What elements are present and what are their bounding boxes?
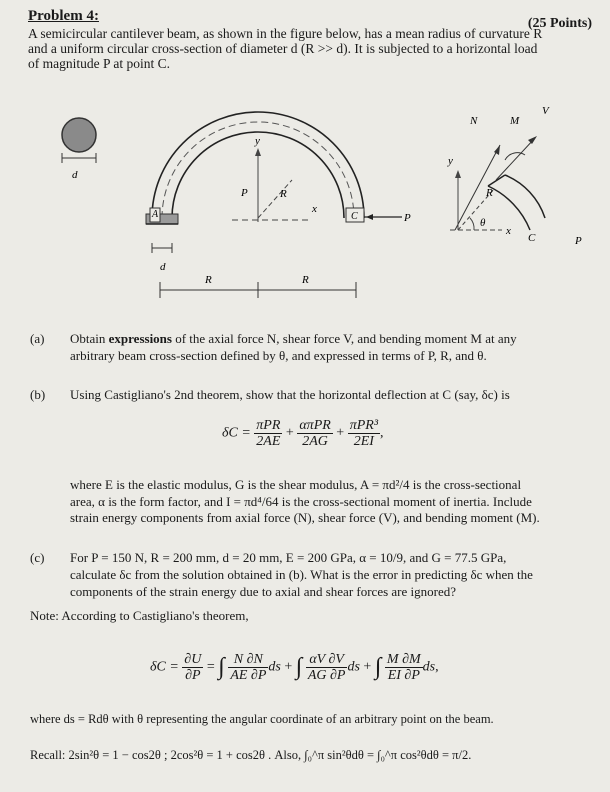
fbd-N-label: N	[470, 115, 478, 127]
part-b-label: (b)	[30, 387, 46, 402]
fbd-y-label: y	[448, 155, 453, 167]
part-b-where	[70, 477, 596, 527]
fbd-x-label: x	[506, 225, 511, 237]
where-line-3: strain energy components from axial force (N), shear force (V), and bending moment (M).	[70, 510, 540, 525]
fbd-V-label: V	[542, 105, 549, 117]
part-a	[30, 331, 600, 371]
problem-intro	[28, 26, 596, 71]
fbd-P-label: P	[575, 235, 582, 247]
note-text: Note: According to Castigliano's theorem,	[30, 608, 249, 623]
where-line-2: area, α is the form factor, and I = πd⁴/64 is the cross-sectional moment of inertia. Include	[70, 493, 532, 509]
intro-line-3: of magnitude P at point C.	[28, 56, 170, 71]
load-P-label: P	[404, 212, 411, 224]
fbd-C-label: C	[528, 232, 536, 244]
castigliano-formula: δC = $\frac{\partial U}{\partial P}$ = ∫ $\frac{N \partial N}{AE \partial P}$ ds + ∫ $\frac{\alpha V \partial V}{AG \partial P}$ ds + ∫ $\frac{M \partial M}{EI \partial P}$ ds,	[150, 652, 439, 683]
part-c-line-2: calculate δc from the solution obtained in (b). What is the error in predicting δc when the	[70, 567, 533, 582]
fbd-theta-label: θ	[480, 217, 486, 229]
dim-R-left-label: R	[205, 274, 212, 286]
part-c	[30, 550, 600, 605]
fbd-R-label: R	[486, 187, 493, 199]
fbd-M-label: M	[510, 115, 520, 127]
section-d-label: d	[72, 169, 78, 181]
part-c-line-1: For P = 150 N, R = 200 mm, d = 20 mm, E = 200 GPa, α = 10/9, and G = 77.5 GPa,	[70, 550, 507, 565]
part-c-line-3: components of the strain energy due to axial and shear forces are ignored?	[70, 584, 457, 599]
problem-title: Problem 4:	[28, 8, 99, 24]
point-A-label: A	[152, 209, 159, 220]
axis-y-label: y	[255, 135, 260, 147]
dim-R-right-label: R	[302, 274, 309, 286]
part-a-label: (a)	[30, 331, 45, 346]
radius-R-label: R	[280, 188, 287, 200]
intro-line-1: A semicircular cantilever beam, as shown in the figure below, has a mean radius of curvature R	[28, 26, 543, 41]
part-b	[30, 387, 600, 407]
point-C-label: C	[351, 211, 358, 222]
fbd-beam-segment	[505, 175, 545, 218]
points-label: (25 Points)	[527, 16, 592, 31]
cross-section-circle	[62, 118, 96, 152]
part-b-line-1: Using Castigliano's 2nd theorem, show that the horizontal deflection at C (say, δc) is	[70, 387, 510, 402]
point-P-label: P	[241, 187, 248, 199]
where-line-1: where E is the elastic modulus, G is the shear modulus, A = πd²/4 is the cross-sectional	[70, 477, 522, 492]
part-a-line-2: arbitrary beam cross-section defined by θ, and expressed in terms of P, R, and θ.	[70, 348, 487, 363]
part-a-line-1: Obtain expressions of the axial force N, shear force V, and bending moment M at any	[70, 331, 517, 346]
axis-x-label: x	[312, 203, 317, 215]
intro-line-2: and a uniform circular cross-section of diameter d (R >> d). It is subjected to a horizontal load	[28, 41, 538, 56]
deflection-formula: δC = $\frac{\text{πPR}}{2AE}$ + $\frac{\text{απPR}}{2AG}$ + $\frac{\text{πPR³}}{2EI}$ ,	[222, 418, 384, 449]
beam-figure	[0, 100, 610, 315]
part-c-label: (c)	[30, 550, 45, 565]
bottom-d-label: d	[160, 261, 166, 273]
note-where: where ds = Rdθ with θ representing the angular coordinate of an arbitrary point on the beam.	[30, 712, 494, 726]
note-recall: Recall: 2sin²θ = 1 − cos2θ ; 2cos²θ = 1 + cos2θ . Also, ∫₀^π sin²θdθ = ∫₀^π cos²θdθ = π/2.	[30, 748, 472, 762]
